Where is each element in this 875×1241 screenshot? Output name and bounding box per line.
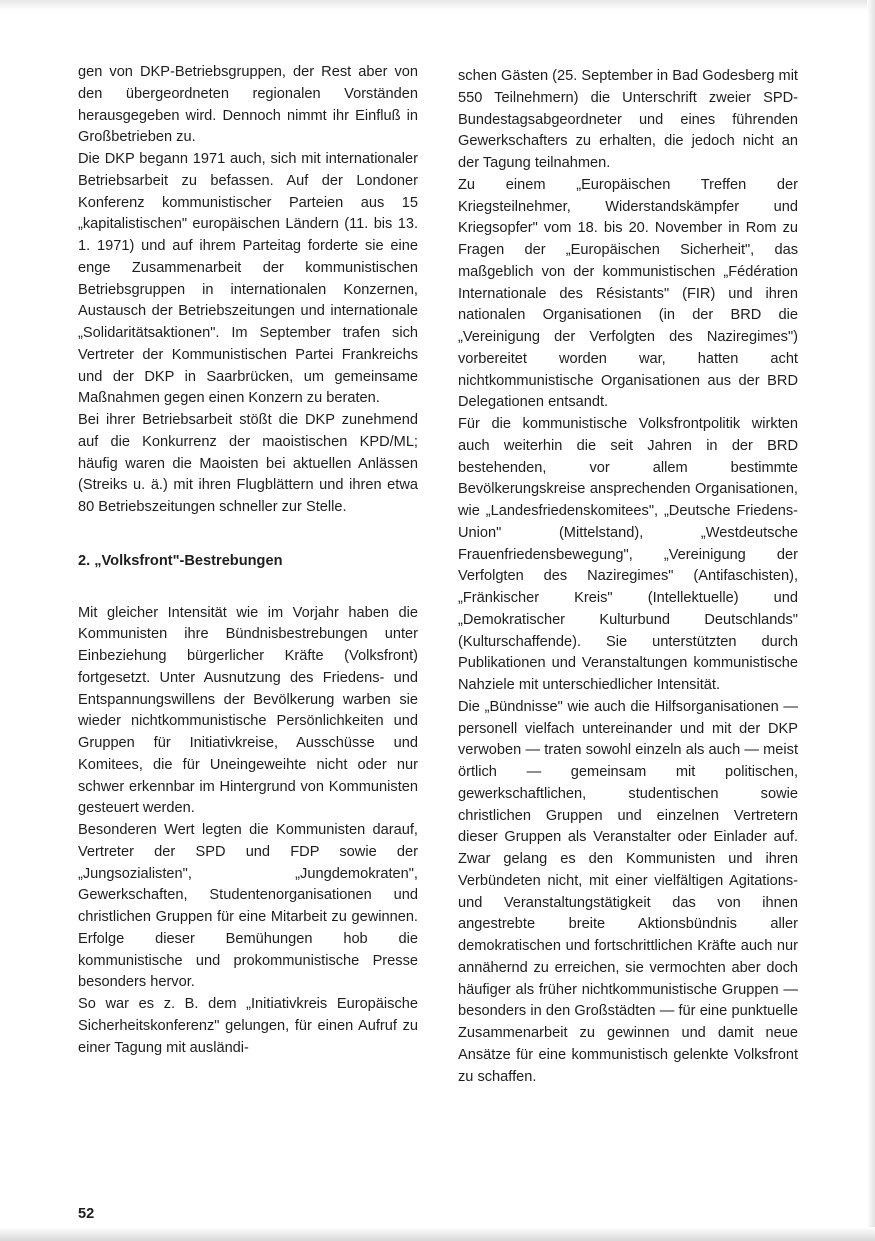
left-column <box>78 62 418 1059</box>
right-paragraph-3: Für die kommunistische Volksfrontpolitik wirkten auch weiterhin die seit Jahren in der BRD bestehenden, vor allem bestimmte Bevölkerungskreise ansprechenden Organisationen, wie „Landesfriedenskomitees", „Deutsche Friedens-Union" (Mittelstand), „Westdeutsche Frauenfriedensbewegung", „Vereinigung der Verfolgten des Naziregimes" (Antifaschisten), „Fränkischer Kreis" (Intellektuelle) und „Demokratischer Kulturbund Deutschlands" (Kulturschaffende). Sie unterstützten durch Publikationen und Veranstaltungen kommunistische Nahziele mit unterschiedlicher Intensität. <box>458 416 798 693</box>
left-paragraph-6: So war es z. B. dem „Initiativkreis Europäische Sicherheitskonferenz" gelungen, für einen Aufruf zu einer Tagung mit ausländi- <box>78 996 418 1056</box>
right-paragraph-2: Zu einem „Europäischen Treffen der Kriegsteilnehmer, Widerstandskämpfer und Kriegsopfer" vom 18. bis 20. November in Rom zu Fragen der „Europäischen Sicherheit", das maßgeblich von der kommunistischen „Fédération Internationale des Résistants" (FIR) und ihren nationalen Organisationen (in der BRD die „Vereinigung der Verfolgten des Naziregimes") vorbereitet worden war, hatten acht nichtkommunistische Organisationen aus der BRD Delegationen entsandt. <box>458 176 798 411</box>
scan-shadow-right <box>867 0 875 1241</box>
right-paragraph-4: Die „Bündnisse" wie auch die Hilfsorganisationen — personell vielfach untereinander und mit der DKP verwoben — traten sowohl einzeln als auch — meist örtlich — gemeinsam mit politischen, gewerkschaftlichen, studentischen sowie christlichen Gruppen und einzelnen Vertretern dieser Gruppen als Veranstalter oder Einlader auf. Zwar gelang es den Kommunisten und ihren Verbündeten nicht, mit einer vielfältigen Agitations- und Veranstaltungstätigkeit das von ihnen angestrebte breite Aktionsbündnis aller demokratischen und fortschrittlichen Kräfte auch nur annähernd zu erreichen, sie vermochten aber doch häufiger als früher nichtkommunistische Gruppen — besonders in den Großstädten — für eine punktuelle Zusammenarbeit zu gewinnen und damit neue Ansätze für eine kommunistisch gelenkte Volksfront zu schaffen. <box>458 698 798 1085</box>
right-column <box>458 66 798 1088</box>
left-paragraph-2: Die DKP begann 1971 auch, sich mit internationaler Betriebsarbeit zu befassen. Auf der Londoner Konferenz kommunistischer Parteien aus 15 „kapitalistischen" europäischen Ländern (11. bis 13. 1. 1971) und auf ihrem Parteitag forderte sie eine enge Zusammenarbeit der kommunistischen Betriebsgruppen in internationalen Konzernen, Austausch der Betriebszeitungen und internationale „Solidaritätsaktionen". Im September trafen sich Vertreter der Kommunistischen Partei Frankreichs und der DKP in Saarbrücken, um gemeinsame Maßnahmen gegen einen Konzern zu beraten. <box>78 151 418 407</box>
left-paragraph-1: gen von DKP-Betriebsgruppen, der Rest aber von den übergeordneten regionalen Vorständen herausgegeben wird. Dennoch nimmt ihr Einfluß in Großbetrieben zu. <box>78 64 418 146</box>
left-paragraph-4: Mit gleicher Intensität wie im Vorjahr haben die Kommunisten ihre Bündnisbestrebungen unter Einbeziehung bürgerlicher Kräfte (Volksfront) fortgesetzt. Unter Ausnutzung des Friedens- und Entspannungswillens der Bevölkerung warben sie wieder nichtkommunistische Persönlichkeiten und Gruppen für Initiativkreise, Ausschüsse und Komitees, die für Uneingeweihte nicht oder nur schwer erkennbar im Hintergrund von Kommunisten gesteuert werden. <box>78 604 418 817</box>
scan-shadow-bottom <box>0 1227 875 1241</box>
left-paragraph-3: Bei ihrer Betriebsarbeit stößt die DKP zunehmend auf die Konkurrenz der maoistischen KPD/ML; häufig waren die Maoisten bei aktuellen Anlässen (Streiks u. ä.) mit ihren Flugblättern und ihren etwa 80 Betriebszeitungen schneller zur Stelle. <box>78 412 418 515</box>
right-paragraph-1: schen Gästen (25. September in Bad Godesberg mit 550 Teilnehmern) die Unterschrift zweier SPD-Bundestagsabgeordneter und eines führenden Gewerkschafters zu erhalten, die jedoch nicht an der Tagung teilnahmen. <box>458 68 798 171</box>
page-number: 52 <box>78 1206 95 1222</box>
scan-shadow-top <box>0 0 875 10</box>
section-heading: 2. „Volksfront"-Bestrebungen <box>78 552 283 569</box>
left-paragraph-5: Besonderen Wert legten die Kommunisten darauf, Vertreter der SPD und FDP sowie der „Jungsozialisten", „Jungdemokraten", Gewerkschaften, Studentenorganisationen und christlichen Gruppen für eine Mitarbeit zu gewinnen. Erfolge dieser Bemühungen hob die kommunistische und prokommunistische Presse besonders hervor. <box>78 822 418 991</box>
